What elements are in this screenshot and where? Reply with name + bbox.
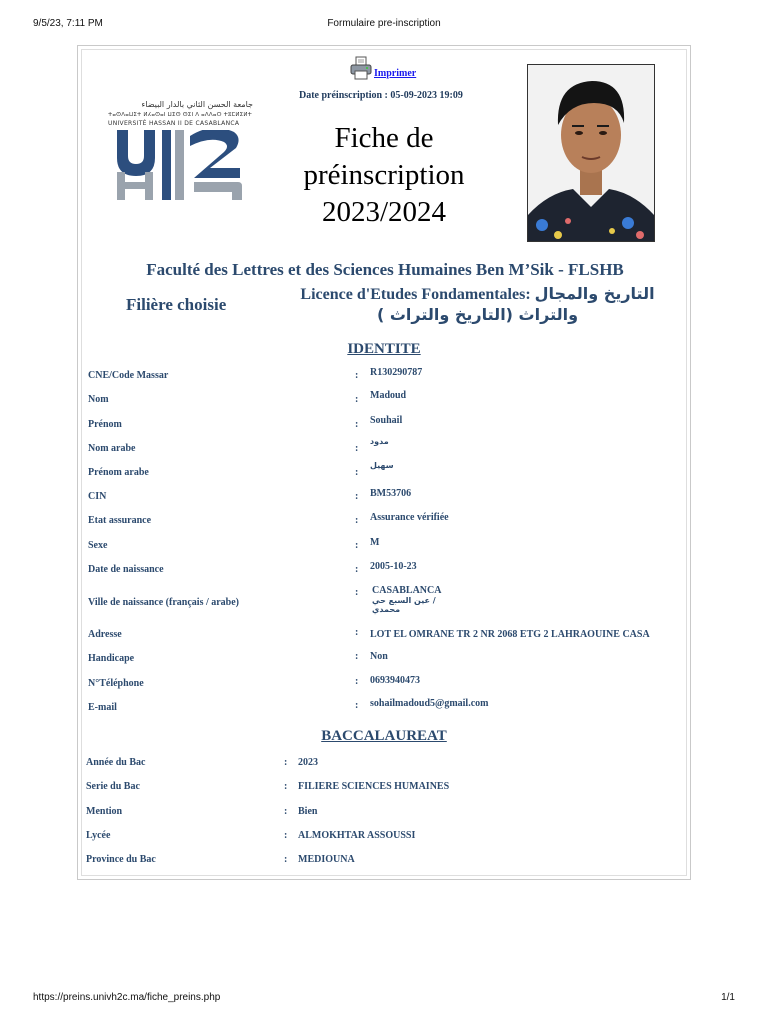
page-title bbox=[270, 120, 498, 231]
row-label: Ville de naissance (français / arabe) bbox=[88, 597, 240, 608]
birthplace-fr: CASABLANCA bbox=[372, 585, 442, 596]
row-label: Nom bbox=[88, 394, 109, 405]
row-label: Mention bbox=[86, 806, 123, 817]
print-url: https://preins.univh2c.ma/fiche_preins.php bbox=[33, 992, 221, 1003]
filiere-label: Filière choisie bbox=[126, 295, 227, 314]
row-separator: : bbox=[284, 830, 288, 841]
title-line-1: Fiche de bbox=[334, 122, 434, 154]
row-separator: : bbox=[355, 419, 359, 430]
row-value: Madoud bbox=[370, 390, 407, 401]
print-button[interactable] bbox=[350, 54, 416, 80]
row-label: Prénom arabe bbox=[88, 467, 149, 478]
row-separator: : bbox=[355, 627, 359, 638]
row-value: sohailmadoud5@gmail.com bbox=[370, 698, 489, 709]
row-value: Souhail bbox=[370, 415, 403, 426]
print-page-count: 1/1 bbox=[721, 992, 735, 1003]
row-value: مدود bbox=[370, 437, 389, 446]
row-value: FILIERE SCIENCES HUMAINES bbox=[298, 781, 450, 792]
date-preinscription: Date préinscription : 05-09-2023 19:09 bbox=[299, 90, 463, 101]
row-value: ALMOKHTAR ASSOUSSI bbox=[298, 830, 416, 841]
row-label: Province du Bac bbox=[86, 854, 156, 865]
row-separator: : bbox=[355, 491, 359, 502]
title-line-3: 2023/2024 bbox=[321, 196, 447, 228]
row-label: Lycée bbox=[86, 830, 111, 841]
row-separator: : bbox=[355, 700, 359, 711]
row-value: Non bbox=[370, 651, 388, 662]
row-separator: : bbox=[355, 651, 359, 662]
row-value: Assurance vérifiée bbox=[370, 512, 449, 523]
print-page-title: Formulaire pre-inscription bbox=[327, 18, 441, 29]
row-value: 2023 bbox=[298, 757, 318, 768]
row-label: Année du Bac bbox=[86, 757, 146, 768]
row-label: Serie du Bac bbox=[86, 781, 140, 792]
row-value: LOT EL OMRANE TR 2 NR 2068 ETG 2 LAHRAOUINE CASA bbox=[370, 629, 650, 640]
row-value: R130290787 bbox=[370, 367, 423, 378]
logo-tifinagh-name: ⵜⴰⵙⴷⴰⵡⵉⵜ ⵍⵃⴰⵙⴰⵏ ⵡⵉⵙ ⵙⵉⵏ ⴷ ⴰⴷⴷⴰⵔ ⵜⵓⵎⵍⵉⵍⵜ bbox=[108, 112, 253, 118]
row-label: Handicape bbox=[88, 653, 135, 664]
row-value: M bbox=[370, 537, 380, 548]
logo-french-name: UNIVERSITÉ HASSAN II DE CASABLANCA bbox=[108, 120, 240, 127]
row-value: BM53706 bbox=[370, 488, 412, 499]
row-label: E-mail bbox=[88, 702, 117, 713]
row-separator: : bbox=[355, 467, 359, 478]
row-label: CNE/Code Massar bbox=[88, 370, 169, 381]
faculty-name: Faculté des Lettres et des Sciences Humaines Ben M’Sik - FLSHB bbox=[146, 260, 624, 279]
row-separator: : bbox=[284, 781, 288, 792]
logo-arabic-name: جامعة الحسن الثاني بالدار البيضاء bbox=[141, 100, 253, 109]
row-separator: : bbox=[355, 443, 359, 454]
row-separator: : bbox=[355, 676, 359, 687]
row-label: Etat assurance bbox=[88, 515, 152, 526]
filiere-value bbox=[285, 284, 670, 325]
row-separator: : bbox=[355, 515, 359, 526]
row-value bbox=[372, 585, 441, 614]
row-value: Bien bbox=[298, 806, 318, 817]
filiere-value-fr: Licence d'Etudes Fondamentales: bbox=[300, 286, 531, 303]
identite-section-title: IDENTITE bbox=[347, 341, 421, 357]
birthplace-ar-line-2: محمدي bbox=[372, 605, 401, 614]
title-line-2: préinscription bbox=[303, 159, 465, 191]
print-link-label[interactable]: Imprimer bbox=[374, 68, 417, 79]
row-label: Adresse bbox=[88, 629, 122, 640]
row-label: Prénom bbox=[88, 419, 122, 430]
uh2c-mark-icon bbox=[114, 130, 242, 200]
row-label: Sexe bbox=[88, 540, 108, 551]
row-label: N°Téléphone bbox=[88, 678, 144, 689]
row-separator: : bbox=[284, 757, 288, 768]
filiere-value-ar-2: والتراث (التاريخ والتراث ) bbox=[376, 305, 579, 324]
printer-icon bbox=[350, 56, 372, 80]
university-logo bbox=[108, 100, 253, 200]
row-value: MEDIOUNA bbox=[298, 854, 355, 865]
row-separator: : bbox=[284, 854, 288, 865]
row-label: Nom arabe bbox=[88, 443, 136, 454]
row-separator: : bbox=[355, 587, 359, 598]
row-value: 2005-10-23 bbox=[370, 561, 417, 572]
filiere-value-ar-1: التاريخ والمجال bbox=[534, 284, 655, 303]
row-separator: : bbox=[355, 564, 359, 575]
row-label: Date de naissance bbox=[88, 564, 164, 575]
row-separator: : bbox=[284, 806, 288, 817]
baccalaureat-section-title: BACCALAUREAT bbox=[321, 728, 447, 744]
portrait-illustration bbox=[528, 65, 654, 241]
row-label: CIN bbox=[88, 491, 107, 502]
student-photo bbox=[527, 64, 655, 242]
row-value: سهيل bbox=[370, 461, 394, 470]
row-value: 0693940473 bbox=[370, 675, 420, 686]
print-datetime: 9/5/23, 7:11 PM bbox=[33, 18, 103, 29]
filiere-value-line-1 bbox=[285, 284, 670, 305]
row-separator: : bbox=[355, 394, 359, 405]
birthplace-ar-line-1: عين السبع حي / bbox=[372, 596, 436, 605]
row-separator: : bbox=[355, 370, 359, 381]
row-separator: : bbox=[355, 540, 359, 551]
